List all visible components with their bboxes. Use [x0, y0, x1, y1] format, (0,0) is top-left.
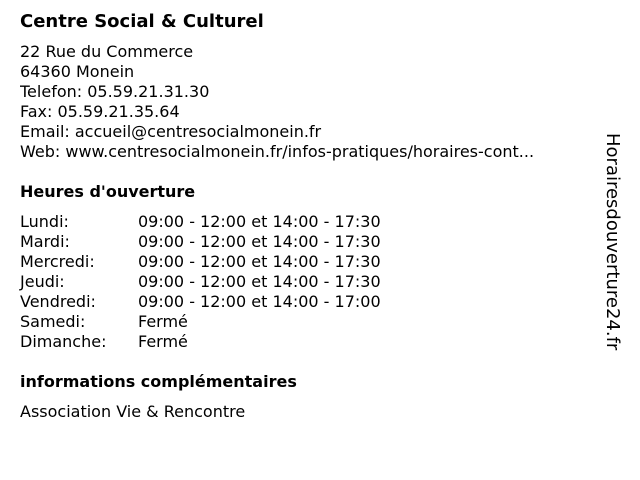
hours-value: 09:00 - 12:00 et 14:00 - 17:30 [138, 232, 381, 251]
opening-hours-heading: Heures d'ouverture [20, 182, 196, 201]
fax-number: Fax: 05.59.21.35.64 [20, 102, 180, 121]
hours-row-tuesday [20, 232, 381, 252]
address-block [20, 42, 600, 162]
hours-row-thursday [20, 272, 381, 292]
day-label: Dimanche: [20, 332, 107, 351]
hours-row-sunday [20, 332, 381, 352]
hours-value: Fermé [138, 312, 188, 331]
day-label: Vendredi: [20, 292, 96, 311]
hours-value: 09:00 - 12:00 et 14:00 - 17:30 [138, 272, 381, 291]
website-link[interactable]: Web: www.centresocialmonein.fr/infos-pratiques/horaires-cont... [20, 142, 535, 161]
day-label: Samedi: [20, 312, 86, 331]
hours-row-friday [20, 292, 381, 312]
hours-value: 09:00 - 12:00 et 14:00 - 17:00 [138, 292, 381, 311]
additional-info-heading: informations complémentaires [20, 372, 297, 391]
hours-value: Fermé [138, 332, 188, 351]
hours-row-saturday [20, 312, 381, 332]
site-watermark: Horairesdouverture24.fr [602, 133, 623, 351]
hours-value: 09:00 - 12:00 et 14:00 - 17:30 [138, 212, 381, 231]
hours-value: 09:00 - 12:00 et 14:00 - 17:30 [138, 252, 381, 271]
additional-info-text: Association Vie & Rencontre [20, 402, 246, 421]
hours-row-wednesday [20, 252, 381, 272]
business-title: Centre Social & Culturel [20, 11, 264, 32]
hours-row-monday [20, 212, 381, 232]
day-label: Lundi: [20, 212, 69, 231]
email-address: Email: accueil@centresocialmonein.fr [20, 122, 322, 141]
opening-hours-table [20, 212, 381, 352]
phone-number: Telefon: 05.59.21.31.30 [20, 82, 210, 101]
day-label: Jeudi: [20, 272, 65, 291]
city-address: 64360 Monein [20, 62, 135, 81]
business-card [20, 10, 600, 422]
day-label: Mardi: [20, 232, 70, 251]
street-address: 22 Rue du Commerce [20, 42, 194, 61]
day-label: Mercredi: [20, 252, 95, 271]
